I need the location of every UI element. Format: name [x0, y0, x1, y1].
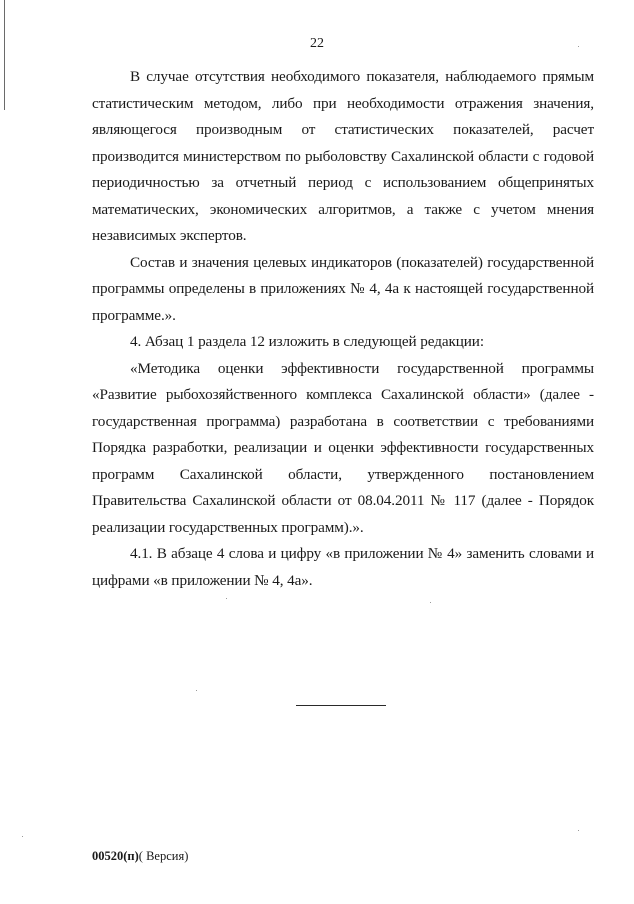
- paragraph-methodology-quote: «Методика оценки эффективности государственной программы «Развитие рыбохозяйственного комплекса Сахалинской области» (далее - государственная программа) разработана в соответствии с требованиями Порядка разработки, реализации и оценки эффективности государственных программ Сахалинской области, утвержденного постановлением Правительства Сахалинской области от 08.04.2011 № 117 (далее - Порядок реализации государственных программ).».: [92, 359, 594, 536]
- paragraph-indicators: Состав и значения целевых индикаторов (показателей) государственной программы определены в приложениях № 4, 4а к настоящей государственной программе.».: [92, 253, 594, 324]
- scan-speck: [578, 46, 579, 47]
- document-code: 00520(п): [92, 849, 139, 863]
- paragraph-calculation-method: В случае отсутствия необходимого показателя, наблюдаемого прямым статистическим методом, либо при необходимости отражения значения, являющегося производным от статистических показателей, расчет производится министерством по рыболовству Сахалинской области с годовой периодичностью за отчетный период с использованием общепринятых математических, экономических алгоритмов, а также с учетом мнения независимых экспертов.: [92, 68, 594, 244]
- scan-speck: [578, 830, 579, 831]
- scan-speck: [226, 598, 227, 599]
- paragraph-amendment-4: 4. Абзац 1 раздела 12 изложить в следующей редакции:: [130, 333, 484, 350]
- document-version: ( Версия): [138, 849, 189, 863]
- document-footer: [92, 849, 188, 864]
- document-body: [92, 64, 594, 594]
- scan-speck: [430, 602, 431, 603]
- scan-speck: [196, 690, 197, 691]
- page-number: 22: [310, 36, 324, 51]
- paragraph-amendment-4-1: 4.1. В абзаце 4 слова и цифру «в приложении № 4» заменить словами и цифрами «в приложении № 4, 4а».: [92, 545, 594, 589]
- scan-speck: [22, 836, 23, 837]
- page-margin-mark: [4, 0, 5, 110]
- closing-divider: [296, 705, 386, 706]
